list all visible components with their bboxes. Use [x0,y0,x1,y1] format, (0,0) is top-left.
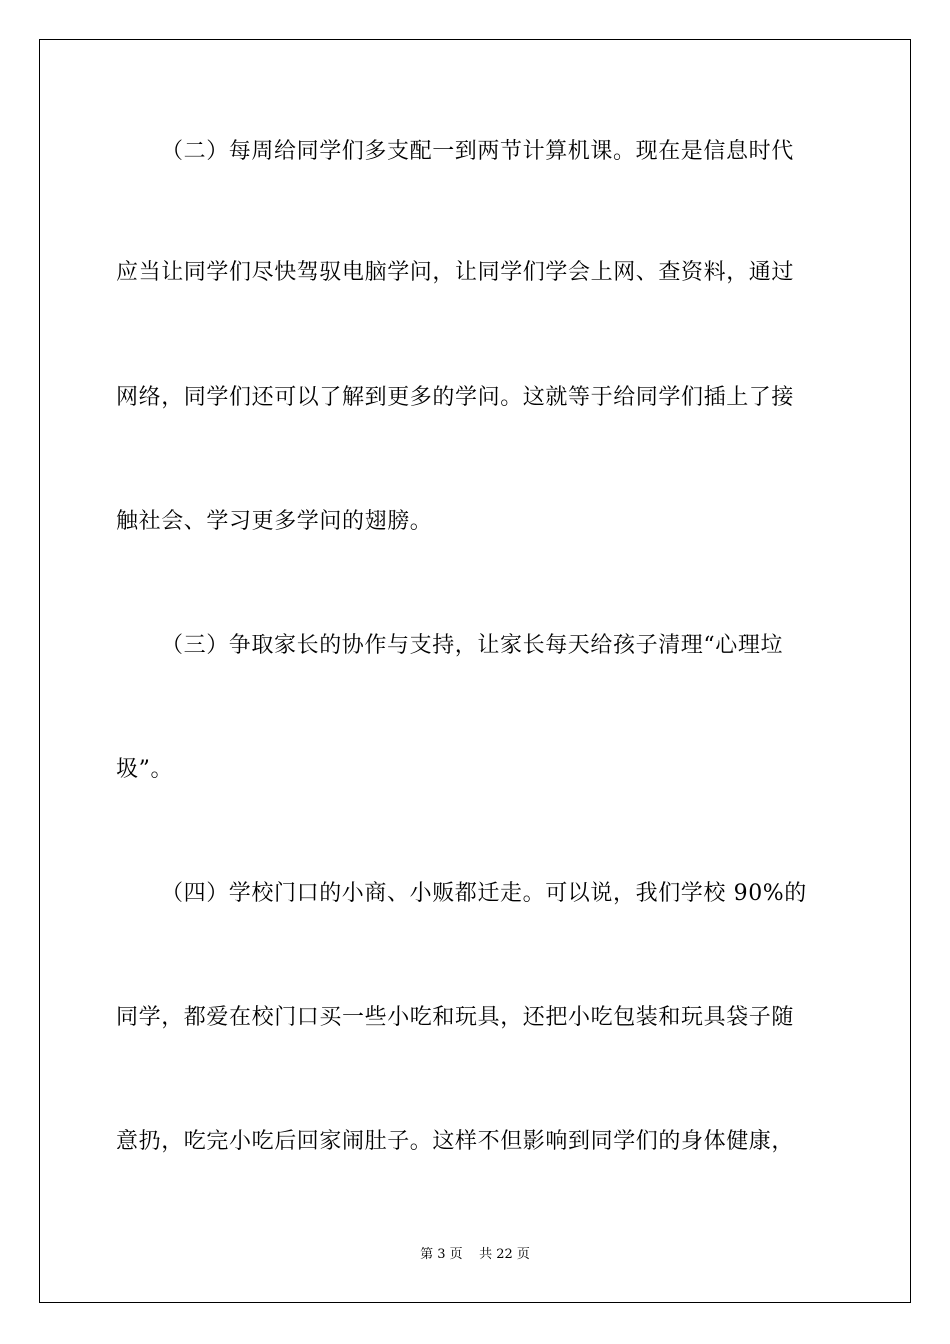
paragraph-2-line-3: 网络，同学们还可以了解到更多的学问。这就等于给同学们插上了接 [116,385,795,410]
paragraph-4-line-3: 意扔，吃完小吃后回家闹肚子。这样不但影响到同学们的身体健康， [116,1129,795,1154]
paragraph-4-line-2: 同学，都爱在校门口买一些小吃和玩具，还把小吃包装和玩具袋子随 [116,1005,795,1030]
paragraph-2-line-2: 应当让同学们尽快驾驭电脑学问，让同学们学会上网、查资料，通过 [116,260,795,285]
paragraph-2-line-4: 触社会、学习更多学问的翅膀。 [116,509,433,534]
paragraph-3-line-2: 圾”。 [116,757,174,782]
page-border [39,39,911,1303]
paragraph-2-line-1: （二）每周给同学们多支配一到两节计算机课。现在是信息时代 [161,139,794,164]
paragraph-4-line-1: （四）学校门口的小商、小贩都迁走。可以说，我们学校 90%的 [161,881,807,906]
paragraph-3-line-1: （三）争取家长的协作与支持，让家长每天给孩子清理“心理垃 [161,633,784,658]
page-number-footer: 第 3 页 共 22 页 [420,1247,530,1262]
